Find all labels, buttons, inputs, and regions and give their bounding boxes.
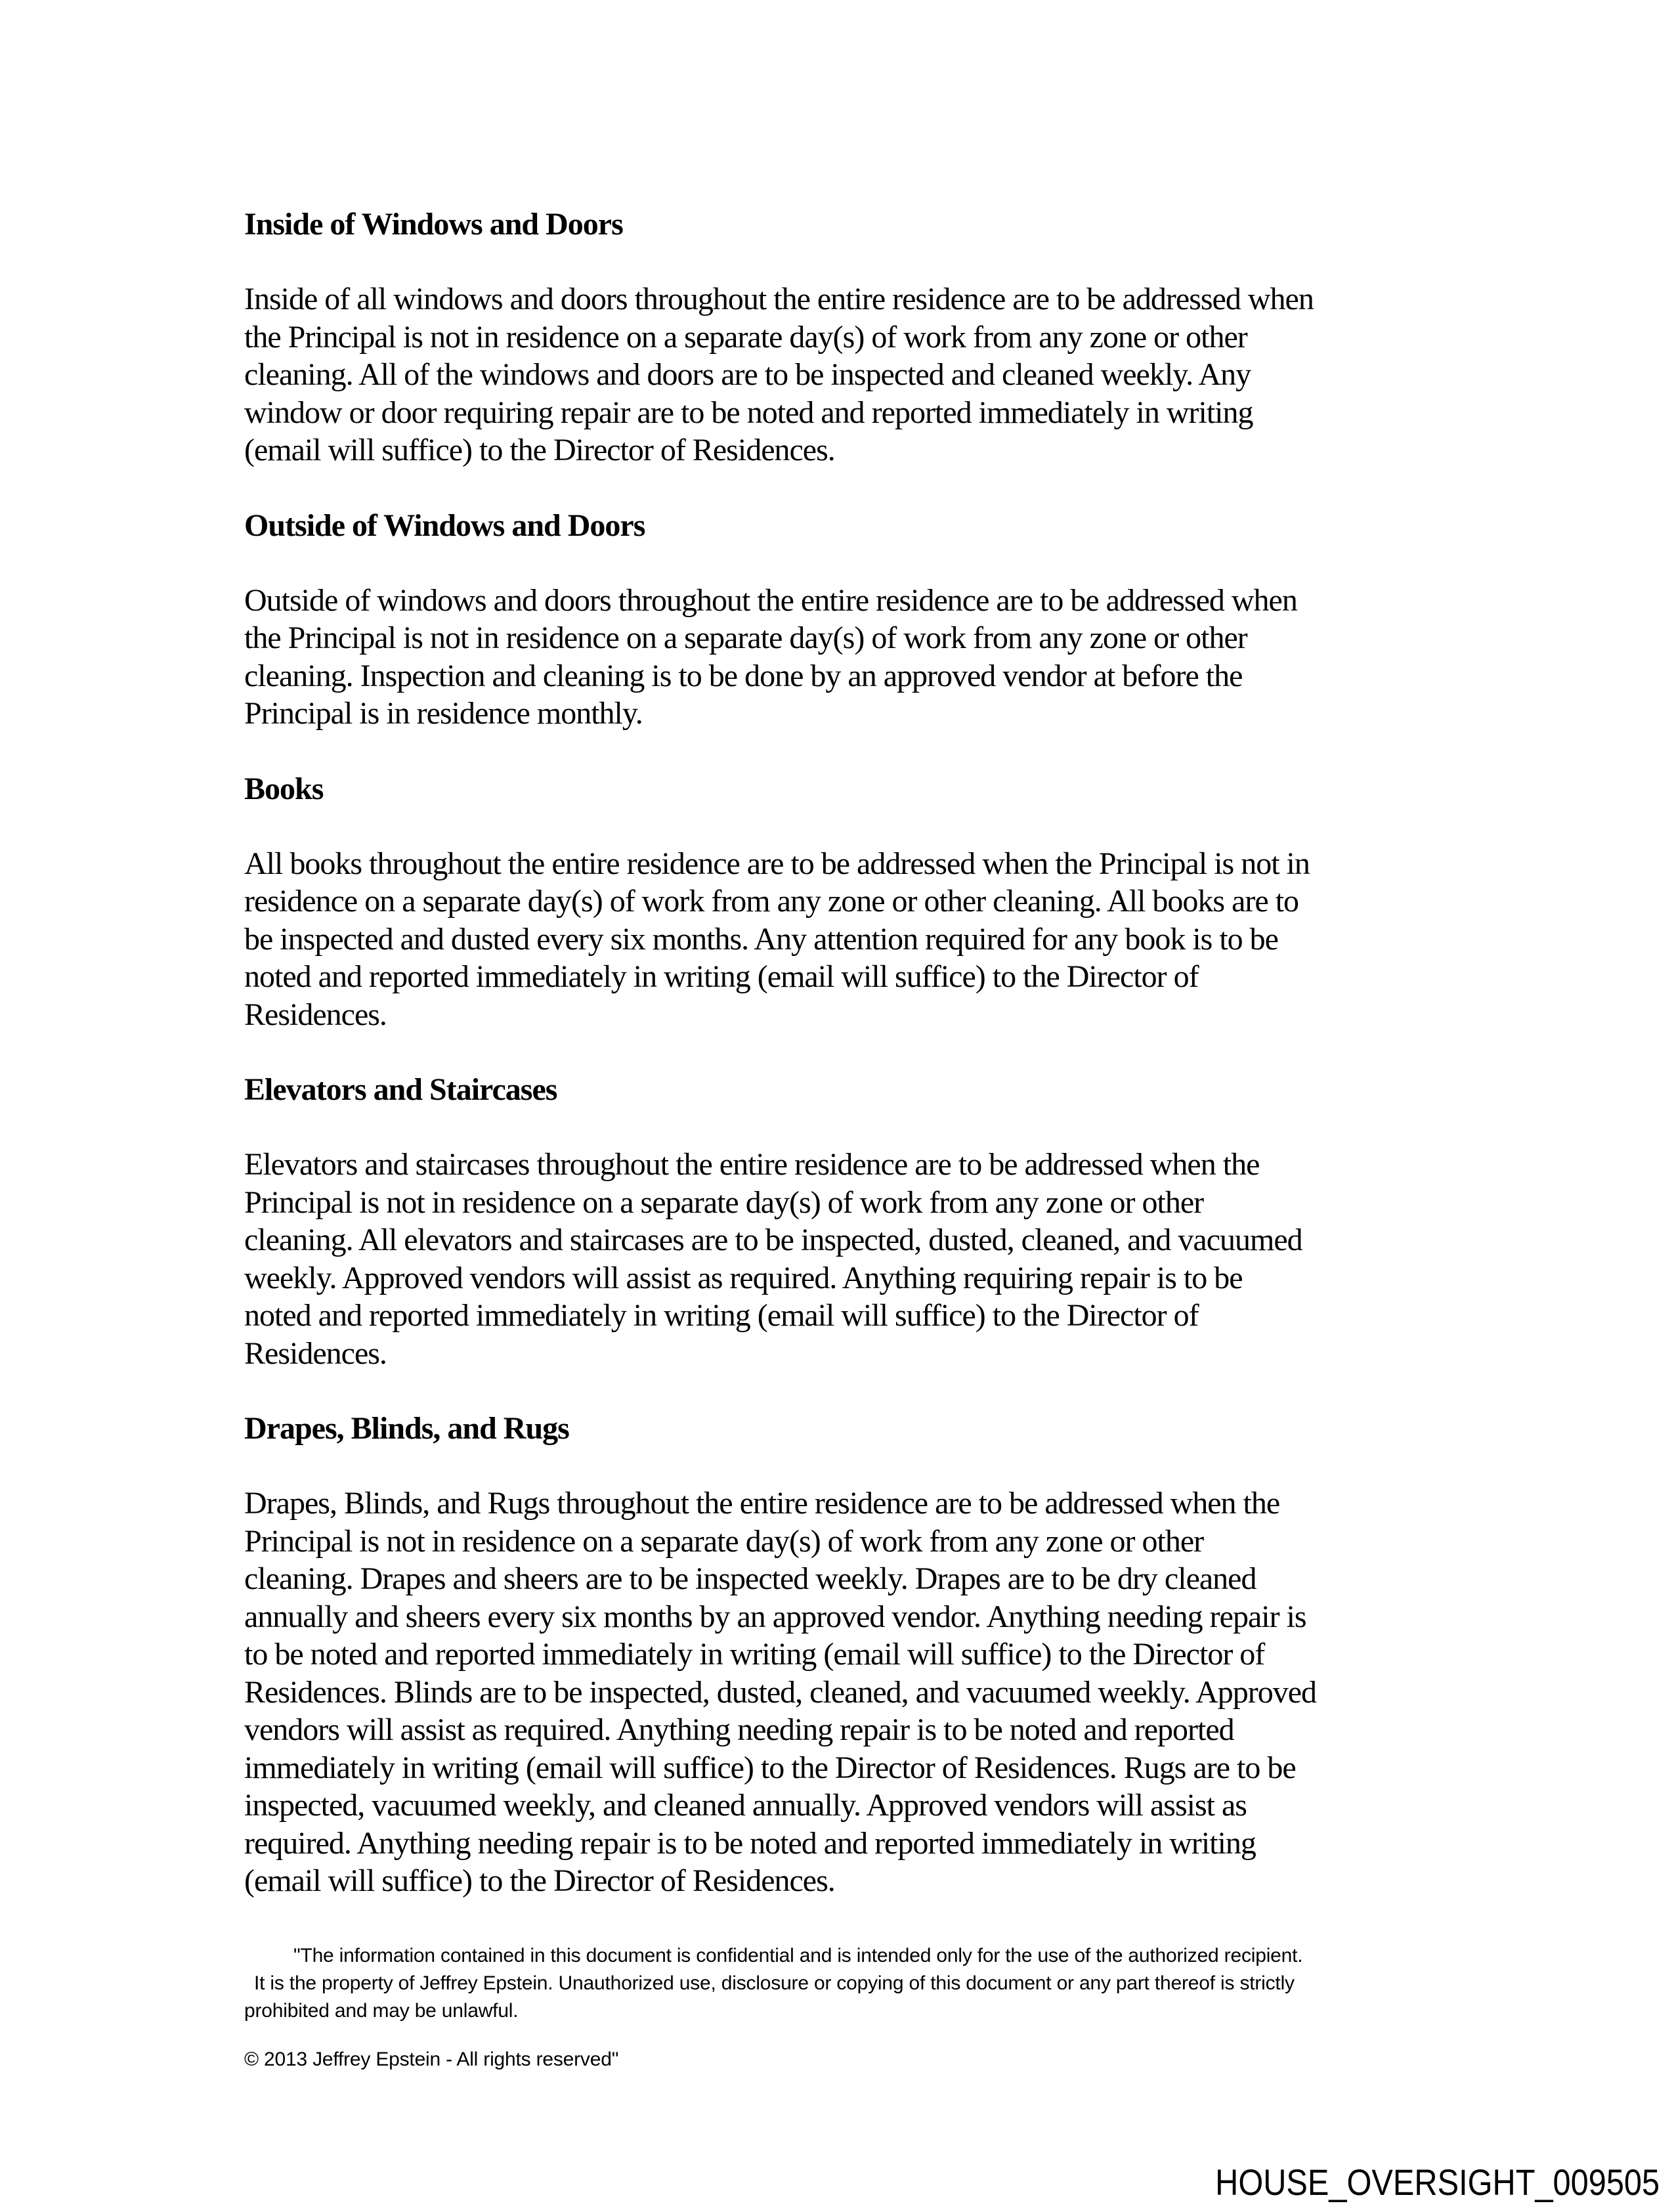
paragraph-line: inspected, vacuumed weekly, and cleaned annually. Approved vendors will assist as: [244, 1788, 1247, 1823]
section-heading: Outside of Windows and Doors: [244, 508, 645, 543]
paragraph-line: Principal is in residence monthly.: [244, 696, 643, 731]
paragraph-line: Principal is not in residence on a separate day(s) of work from any zone or other: [244, 1184, 1204, 1220]
section-paragraph: [244, 582, 1492, 733]
paragraph-line: residence on a separate day(s) of work from any zone or other cleaning. All books are to: [244, 884, 1299, 919]
paragraph-line: the Principal is not in residence on a separate day(s) of work from any zone or other: [244, 319, 1247, 355]
paragraph-line: required. Anything needing repair is to be noted and reported immediately in writing: [244, 1825, 1256, 1861]
paragraph-line: vendors will assist as required. Anything needing repair is to be noted and reported: [244, 1712, 1234, 1747]
paragraph-line: Residences.: [244, 1335, 387, 1371]
paragraph-line: cleaning. All elevators and staircases are to be inspected, dusted, cleaned, and vacuumed: [244, 1223, 1302, 1257]
paragraph-line: be inspected and dusted every six months. Any attention required for any book is to be: [244, 921, 1278, 957]
paragraph-line: Inside of all windows and doors throughout the entire residence are to be addressed when: [244, 282, 1314, 316]
section-heading: Drapes, Blinds, and Rugs: [244, 1411, 569, 1446]
paragraph-line: window or door requiring repair are to be noted and reported immediately in writing: [244, 395, 1253, 430]
paragraph-line: Elevators and staircases throughout the entire residence are to be addressed when the: [244, 1147, 1260, 1182]
paragraph-line: prohibited and may be unlawful.: [244, 1999, 519, 2022]
paragraph-line: Principal is not in residence on a separate day(s) of work from any zone or other: [244, 1523, 1204, 1559]
paragraph-line: "The information contained in this document is confidential and is intended only for the use of the authorized recipient.: [293, 1944, 1303, 1966]
paragraph-line: immediately in writing (email will suffice) to the Director of Residences. Rugs are to be: [244, 1750, 1296, 1785]
paragraph-line: All books throughout the entire residence are to be addressed when the Principal is not in: [244, 846, 1310, 881]
paragraph-line: annually and sheers every six months by an approved vendor. Anything needing repair is: [244, 1599, 1306, 1634]
section-paragraph: [244, 1485, 1492, 1900]
paragraph-line: cleaning. Drapes and sheers are to be inspected weekly. Drapes are to be dry cleaned: [244, 1561, 1256, 1596]
paragraph-line: (email will suffice) to the Director of Residences.: [244, 1863, 835, 1898]
paragraph-line: cleaning. Inspection and cleaning is to be done by an approved vendor at before the: [244, 658, 1243, 693]
paragraph-line: Residences.: [244, 997, 387, 1032]
paragraph-line: noted and reported immediately in writing (email will suffice) to the Director of: [244, 1298, 1199, 1333]
paragraph-line: It is the property of Jeffrey Epstein. Unauthorized use, disclosure or copying of this document or any part thereof is strictly: [254, 1972, 1295, 1994]
paragraph-line: cleaning. All of the windows and doors are to be inspected and cleaned weekly. Any: [244, 357, 1251, 392]
paragraph-line: Drapes, Blinds, and Rugs throughout the entire residence are to be addressed when the: [244, 1486, 1280, 1521]
paragraph-line: Residences. Blinds are to be inspected, dusted, cleaned, and vacuumed weekly. Approved: [244, 1674, 1317, 1710]
paragraph-line: to be noted and reported immediately in writing (email will suffice) to the Director of: [244, 1637, 1265, 1672]
section-paragraph: [244, 1146, 1492, 1372]
sections-container: [244, 206, 1492, 1900]
paragraph-line: the Principal is not in residence on a separate day(s) of work from any zone or other: [244, 620, 1247, 655]
section-heading: Books: [244, 771, 324, 806]
bates-number: HOUSE_OVERSIGHT_009505: [1215, 2161, 1660, 2203]
paragraph-line: weekly. Approved vendors will assist as required. Anything requiring repair is to be: [244, 1260, 1243, 1295]
section-paragraph: [244, 280, 1492, 469]
section-heading: Inside of Windows and Doors: [244, 207, 623, 242]
document-content: [244, 206, 1492, 2073]
paragraph-line: (email will suffice) to the Director of Residences.: [244, 433, 835, 467]
section-paragraph: [244, 845, 1492, 1034]
section-heading: Elevators and Staircases: [244, 1072, 557, 1107]
paragraph-line: Outside of windows and doors throughout the entire residence are to be addressed when: [244, 582, 1297, 618]
paragraph-line: noted and reported immediately in writing (email will suffice) to the Director of: [244, 959, 1199, 994]
copyright-line: © 2013 Jeffrey Epstein - All rights reserved": [244, 2048, 619, 2070]
confidentiality-disclaimer: [244, 1942, 1492, 2025]
